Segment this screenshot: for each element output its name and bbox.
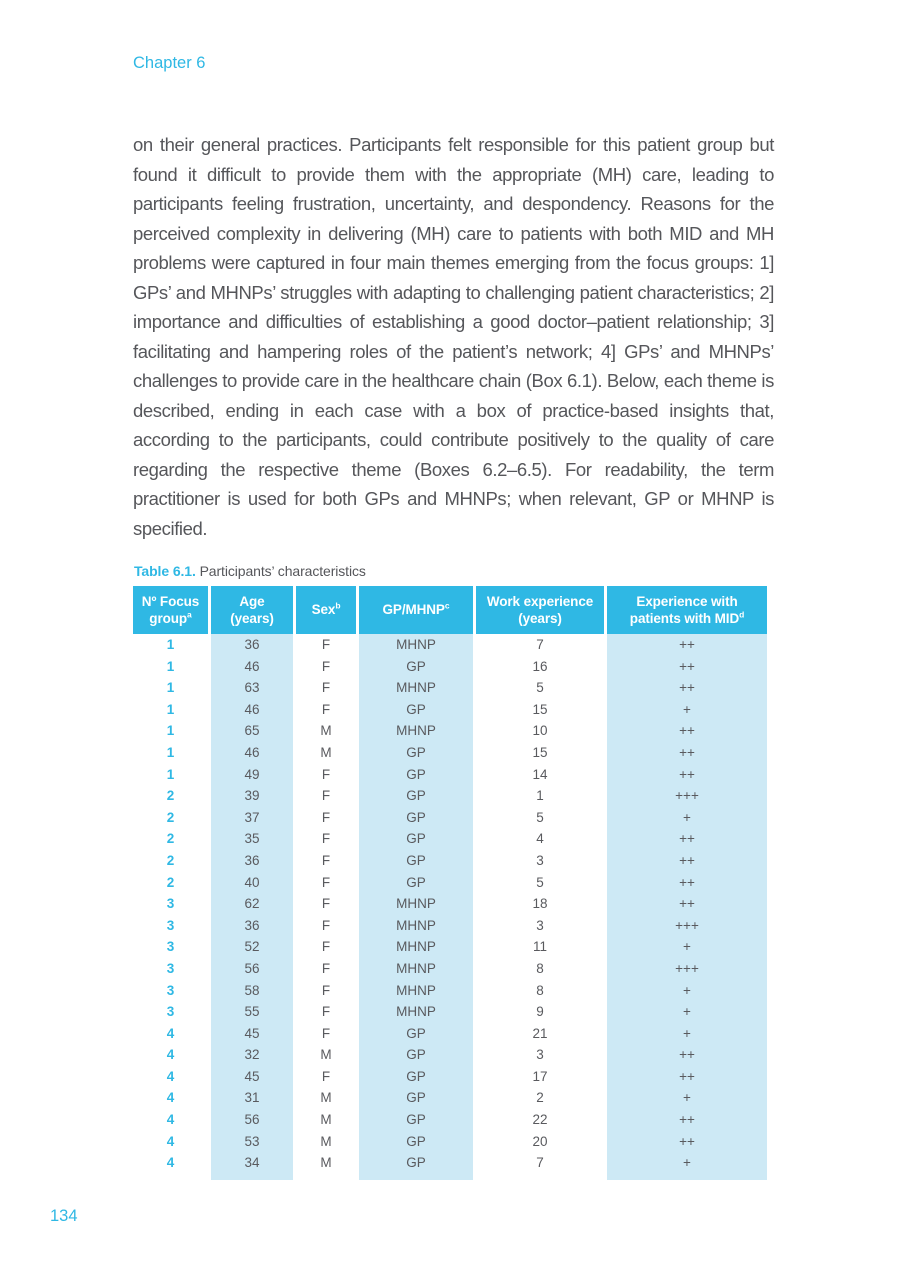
cell-age: 46 [244, 744, 260, 760]
cell-mid-experience: ++ [679, 896, 695, 912]
cell-sex: F [321, 701, 331, 717]
cell-role: GP [406, 809, 426, 825]
cell-focus-group: 4 [166, 1133, 175, 1149]
table-row [133, 828, 767, 850]
cell-focus-group: 1 [166, 637, 175, 652]
table-row [133, 1152, 767, 1174]
cell-sex: M [320, 723, 332, 739]
cell-work-experience: 17 [532, 1068, 548, 1084]
cell-sex: M [320, 1090, 332, 1106]
cell-work-experience: 9 [536, 1004, 544, 1020]
cell-age: 53 [244, 1133, 260, 1149]
cell-role: GP [406, 658, 426, 674]
cell-sex: F [321, 637, 331, 652]
cell-focus-group: 2 [166, 831, 175, 847]
table-row [133, 936, 767, 958]
page-number: 134 [50, 1207, 78, 1225]
cell-work-experience: 15 [532, 701, 548, 717]
cell-role: GP [406, 1133, 426, 1149]
cell-sex: F [321, 982, 331, 998]
cell-focus-group: 4 [166, 1090, 175, 1106]
cell-mid-experience: + [683, 701, 691, 717]
spacer-cell [211, 1174, 293, 1180]
cell-sex: F [321, 809, 331, 825]
cell-role: GP [406, 701, 426, 717]
cell-work-experience: 4 [536, 831, 544, 847]
cell-work-experience: 10 [532, 723, 548, 739]
table-row [133, 915, 767, 937]
cell-sex: M [320, 1047, 332, 1063]
cell-age: 32 [244, 1047, 260, 1063]
cell-focus-group: 1 [166, 744, 175, 760]
cell-mid-experience: ++ [679, 744, 695, 760]
table-row [133, 1066, 767, 1088]
cell-age: 39 [244, 788, 260, 804]
cell-mid-experience: ++ [679, 874, 695, 890]
cell-mid-experience: +++ [675, 960, 699, 976]
cell-mid-experience: + [683, 809, 691, 825]
cell-focus-group: 4 [166, 1025, 175, 1041]
cell-role: GP [406, 852, 426, 868]
participants-table [130, 586, 770, 1180]
cell-sex: F [321, 896, 331, 912]
cell-age: 46 [244, 658, 260, 674]
chapter-header: Chapter 6 [133, 54, 206, 72]
cell-mid-experience: + [683, 1090, 691, 1106]
cell-work-experience: 5 [536, 874, 544, 890]
table-caption-text: Participants’ characteristics [195, 563, 366, 579]
table-row [133, 720, 767, 742]
cell-work-experience: 15 [532, 744, 548, 760]
cell-focus-group: 2 [166, 874, 175, 890]
cell-work-experience: 16 [532, 658, 548, 674]
cell-role: GP [406, 874, 426, 890]
cell-role: GP [406, 744, 426, 760]
cell-work-experience: 22 [532, 1112, 548, 1128]
cell-mid-experience: + [683, 1004, 691, 1020]
table-row [133, 893, 767, 915]
cell-focus-group: 2 [166, 852, 175, 868]
table-section [133, 563, 783, 1180]
table-header [133, 586, 767, 634]
cell-role: MHNP [396, 960, 436, 976]
cell-sex: F [321, 852, 331, 868]
cell-age: 31 [244, 1090, 260, 1106]
cell-mid-experience: + [683, 1025, 691, 1041]
cell-work-experience: 11 [532, 939, 547, 955]
table-row [133, 850, 767, 872]
cell-focus-group: 4 [166, 1047, 175, 1063]
cell-work-experience: 7 [536, 637, 544, 652]
cell-role: GP [406, 1047, 426, 1063]
cell-work-experience: 2 [536, 1090, 544, 1106]
table-caption-label: Table 6.1. [134, 563, 196, 579]
cell-work-experience: 18 [532, 896, 548, 912]
table-row [133, 1087, 767, 1109]
cell-mid-experience: ++ [679, 766, 695, 782]
table-row [133, 958, 767, 980]
cell-mid-experience: ++ [679, 852, 695, 868]
cell-age: 34 [244, 1155, 260, 1171]
cell-focus-group: 3 [166, 896, 175, 912]
cell-role: MHNP [396, 896, 436, 912]
cell-role: GP [406, 788, 426, 804]
cell-mid-experience: ++ [679, 637, 695, 652]
table-header-row [133, 586, 767, 634]
cell-role: MHNP [396, 723, 436, 739]
table-footer [133, 1174, 767, 1180]
cell-role: GP [406, 1112, 426, 1128]
cell-focus-group: 4 [166, 1155, 175, 1171]
table-row [133, 1131, 767, 1153]
cell-role: MHNP [396, 637, 436, 652]
cell-age: 56 [244, 960, 260, 976]
cell-role: GP [406, 1025, 426, 1041]
cell-mid-experience: + [683, 1155, 691, 1171]
column-header: Experience with patients with MID$^d$ [607, 586, 767, 634]
cell-age: 52 [244, 939, 260, 955]
cell-age: 40 [244, 874, 260, 890]
cell-age: 46 [244, 701, 260, 717]
cell-sex: F [321, 960, 331, 976]
cell-mid-experience: ++ [679, 1112, 695, 1128]
cell-focus-group: 1 [166, 701, 175, 717]
table-row [133, 764, 767, 786]
cell-mid-experience: ++ [679, 1133, 695, 1149]
cell-work-experience: 14 [532, 766, 548, 782]
table-bottom-spacer [133, 1174, 767, 1180]
cell-work-experience: 7 [536, 1155, 544, 1171]
table-row [133, 1109, 767, 1131]
column-header: Sex$^b$ [296, 586, 356, 634]
cell-sex: F [321, 1004, 331, 1020]
cell-role: MHNP [396, 680, 436, 696]
cell-role: MHNP [396, 917, 436, 933]
table-row [133, 634, 767, 656]
cell-sex: F [321, 766, 331, 782]
cell-sex: M [320, 1155, 332, 1171]
table-row [133, 872, 767, 894]
cell-mid-experience: +++ [675, 917, 699, 933]
cell-mid-experience: ++ [679, 658, 695, 674]
cell-sex: F [321, 831, 331, 847]
cell-focus-group: 3 [166, 939, 175, 955]
cell-role: MHNP [396, 1004, 436, 1020]
column-header: Age (years) [211, 586, 293, 634]
cell-sex: F [321, 1068, 331, 1084]
cell-focus-group: 2 [166, 788, 175, 804]
cell-focus-group: 1 [166, 723, 175, 739]
cell-focus-group: 3 [166, 982, 175, 998]
table-row [133, 1044, 767, 1066]
table-row [133, 699, 767, 721]
cell-age: 63 [244, 680, 260, 696]
cell-mid-experience: ++ [679, 680, 695, 696]
column-header: GP/MHNP$^c$ [359, 586, 473, 634]
table-row [133, 677, 767, 699]
column-header: Nº Focus group$^a$ [133, 586, 208, 634]
cell-work-experience: 21 [532, 1025, 548, 1041]
cell-age: 56 [244, 1112, 260, 1128]
cell-focus-group: 1 [166, 766, 175, 782]
spacer-cell [359, 1174, 473, 1180]
spacer-cell [476, 1174, 604, 1180]
cell-sex: F [321, 658, 331, 674]
cell-age: 36 [244, 637, 260, 652]
cell-work-experience: 1 [536, 788, 544, 804]
spacer-cell [296, 1174, 356, 1180]
cell-work-experience: 3 [536, 1047, 544, 1063]
table-row [133, 807, 767, 829]
cell-focus-group: 1 [166, 658, 175, 674]
table-row [133, 1001, 767, 1023]
spacer-cell [607, 1174, 767, 1180]
cell-work-experience: 3 [536, 852, 544, 868]
column-header: Work experience (years) [476, 586, 604, 634]
cell-mid-experience: +++ [675, 788, 699, 804]
cell-focus-group: 4 [166, 1068, 175, 1084]
cell-sex: F [321, 917, 331, 933]
table-row [133, 1023, 767, 1045]
cell-age: 36 [244, 917, 260, 933]
cell-role: GP [406, 1090, 426, 1106]
table-row [133, 656, 767, 678]
cell-sex: F [321, 1025, 331, 1041]
cell-work-experience: 3 [536, 917, 544, 933]
cell-focus-group: 1 [166, 680, 175, 696]
cell-role: GP [406, 766, 426, 782]
cell-age: 62 [244, 896, 260, 912]
cell-age: 45 [244, 1068, 260, 1084]
cell-role: GP [406, 831, 426, 847]
spacer-cell [133, 1174, 208, 1180]
cell-role: GP [406, 1155, 426, 1171]
body-paragraph: on their general practices. Participants felt responsible for this patient group but found it difficult to provide them with the appropriate (MH) care, leading to participants feeling frustration, uncertainty, and despondency. Reasons for the perceived complexity in delivering (MH) care to patients with both MID and MH problems were captured in four main themes emerging from the focus groups: 1] GPs’ and MHNPs’ struggles with adapting to challenging patient characteristics; 2] importance and difficulties of establishing a good doctor–patient relationship; 3] facilitating and hampering roles of the patient’s network; 4] GPs’ and MHNPs’ challenges to provide care in the healthcare chain (Box 6.1). Below, each theme is described, ending in each case with a box of practice-based insights that, according to the participants, could contribute positively to the quality of care regarding the respective theme (Boxes 6.2–6.5). For readability, the term practitioner is used for both GPs and MHNPs; when relevant, GP or MHNP is specified. [133, 134, 774, 539]
cell-age: 55 [244, 1004, 260, 1020]
cell-mid-experience: ++ [679, 723, 695, 739]
cell-focus-group: 3 [166, 1004, 175, 1020]
cell-sex: F [321, 680, 331, 696]
cell-focus-group: 2 [166, 809, 175, 825]
cell-work-experience: 8 [536, 960, 544, 976]
cell-work-experience: 5 [536, 809, 544, 825]
cell-age: 58 [244, 982, 260, 998]
cell-age: 45 [244, 1025, 260, 1041]
cell-role: MHNP [396, 982, 436, 998]
cell-focus-group: 3 [166, 917, 175, 933]
table-row [133, 980, 767, 1002]
cell-mid-experience: ++ [679, 1047, 695, 1063]
cell-sex: F [321, 874, 331, 890]
cell-age: 35 [244, 831, 260, 847]
cell-sex: F [321, 788, 331, 804]
cell-focus-group: 3 [166, 960, 175, 976]
cell-work-experience: 8 [536, 982, 544, 998]
cell-sex: F [321, 939, 331, 955]
cell-age: 37 [244, 809, 260, 825]
table-row [133, 785, 767, 807]
cell-mid-experience: ++ [679, 831, 695, 847]
cell-age: 49 [244, 766, 260, 782]
cell-sex: M [320, 744, 332, 760]
cell-role: GP [406, 1068, 426, 1084]
table-caption [134, 563, 783, 579]
table-body [133, 634, 767, 1174]
cell-work-experience: 5 [536, 680, 544, 696]
cell-mid-experience: ++ [679, 1068, 695, 1084]
cell-mid-experience: + [683, 982, 691, 998]
cell-sex: M [320, 1133, 332, 1149]
cell-age: 65 [244, 723, 260, 739]
cell-role: MHNP [396, 939, 436, 955]
cell-age: 36 [244, 852, 260, 868]
table-row [133, 742, 767, 764]
cell-mid-experience: + [683, 939, 691, 955]
cell-work-experience: 20 [532, 1133, 548, 1149]
cell-sex: M [320, 1112, 332, 1128]
cell-focus-group: 4 [166, 1112, 175, 1128]
